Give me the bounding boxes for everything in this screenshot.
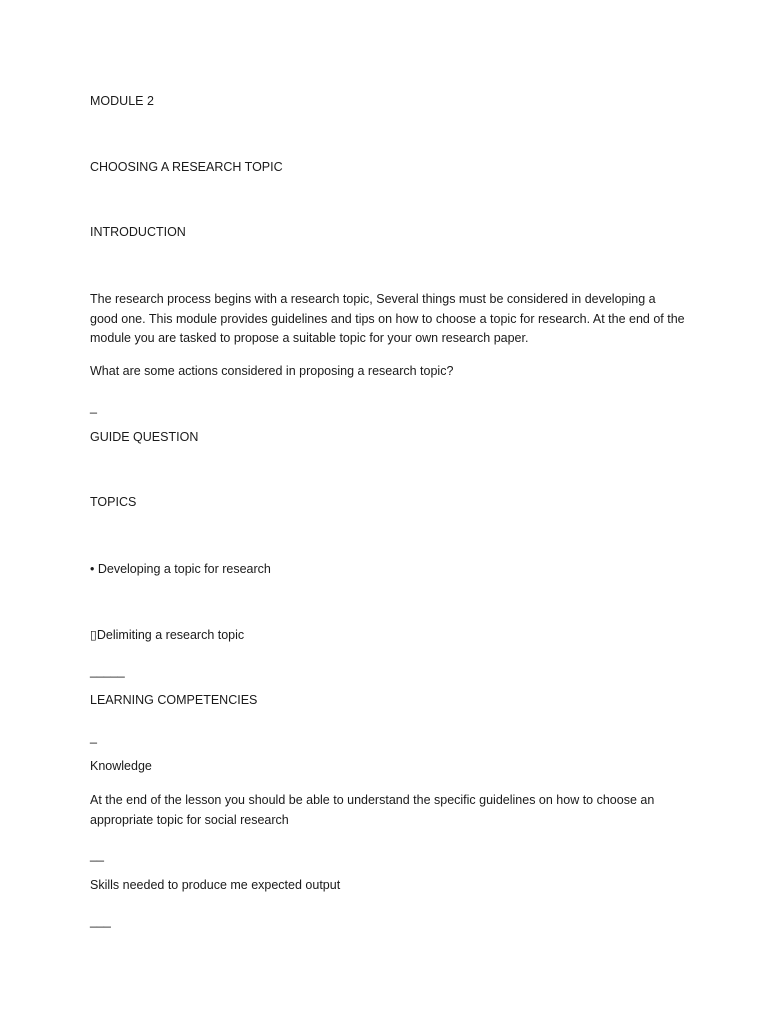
topic-item-developing: • Developing a topic for research xyxy=(90,562,271,576)
module-title: CHOOSING A RESEARCH TOPIC xyxy=(90,160,283,174)
separator-line: _ xyxy=(90,400,97,414)
topic-item-delimiting: ▯Delimiting a research topic xyxy=(90,628,245,642)
prompt-question: What are some actions considered in proposing a research topic? xyxy=(90,364,454,378)
knowledge-heading: Knowledge xyxy=(90,759,152,773)
module-label: MODULE 2 xyxy=(90,94,154,108)
knowledge-paragraph: At the end of the lesson you should be able to understand the specific guidelines on how to choose an appropriate topic for social research xyxy=(90,793,655,827)
introduction-heading: INTRODUCTION xyxy=(90,225,186,239)
learning-competencies-heading: LEARNING COMPETENCIES xyxy=(90,693,258,707)
skills-line: Skills needed to produce me expected output xyxy=(90,878,341,892)
topics-heading: TOPICS xyxy=(90,495,137,509)
guide-question-heading: GUIDE QUESTION xyxy=(90,430,199,444)
separator-line: _____ xyxy=(90,664,125,678)
separator-line: ___ xyxy=(90,914,111,928)
introduction-paragraph: The research process begins with a research topic, Several things must be considered in developing a good one. This module provides guidelines and tips on how to choose a topic for research. At the end of the module you are tasked to propose a suitable topic for your own research paper. xyxy=(90,292,685,345)
separator-line: _ xyxy=(90,730,97,744)
separator-line: __ xyxy=(90,848,104,862)
